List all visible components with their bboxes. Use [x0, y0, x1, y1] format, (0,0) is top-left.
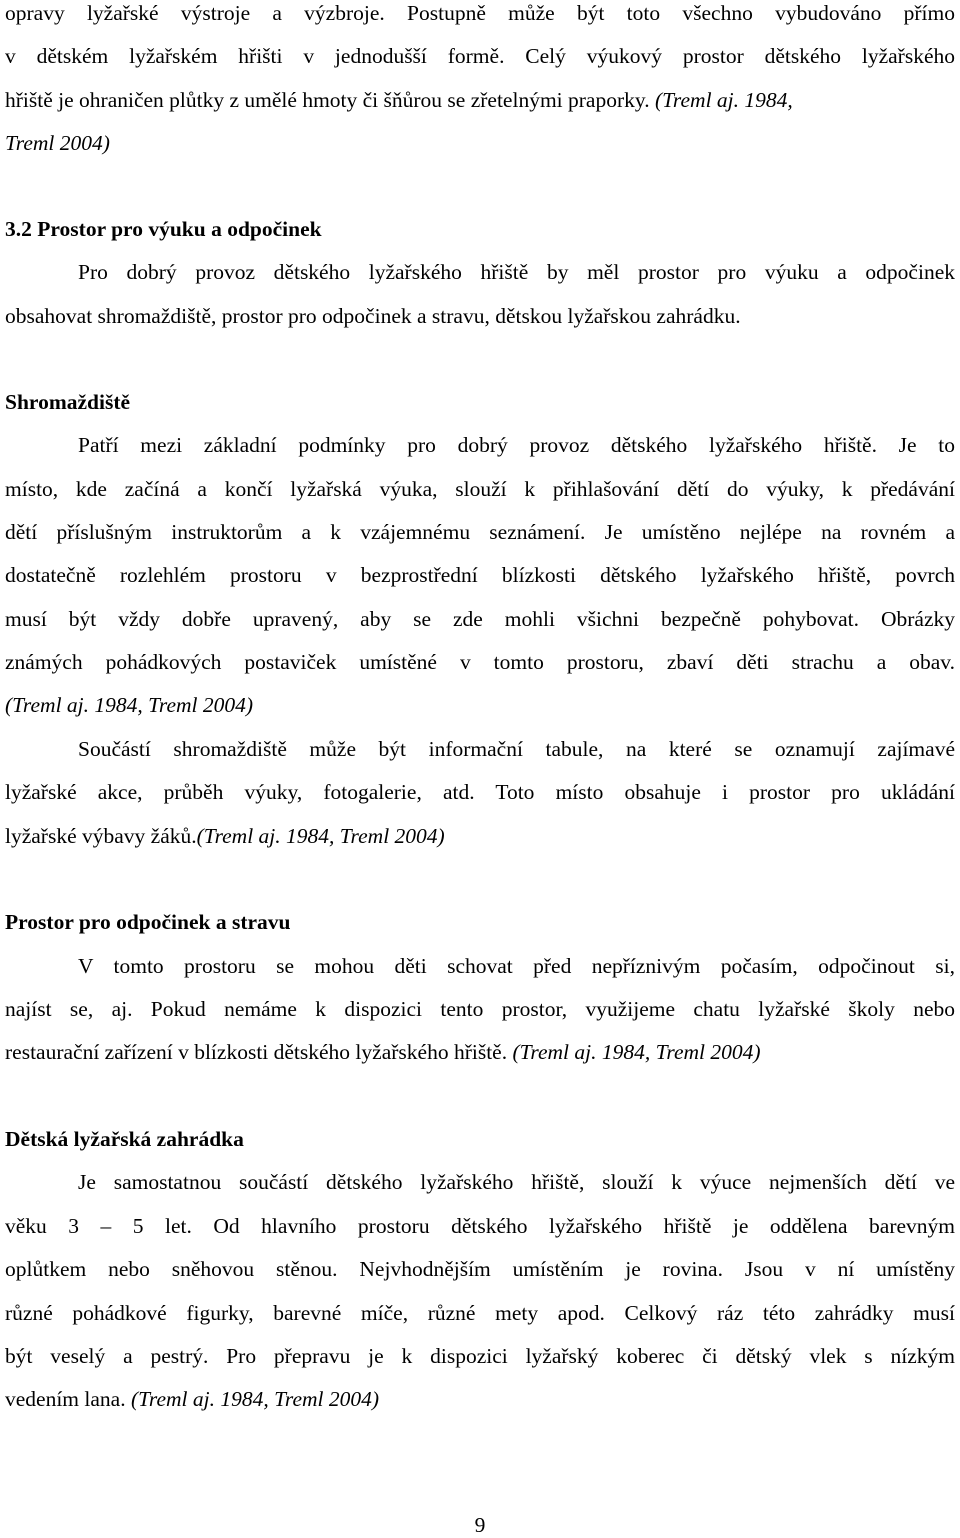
paragraph-line: oplůtkem nebo sněhovou stěnou. Nejvhodnějším umístěním je rovina. Jsou v ní umístěny	[5, 1257, 955, 1281]
paragraph-line	[5, 87, 955, 113]
page-number: 9	[474, 1513, 486, 1537]
paragraph-line: V tomto prostoru se mohou děti schovat před nepříznivým počasím, odpočinout si,	[78, 954, 955, 978]
paragraph-text: hřiště je ohraničen plůtky z umělé hmoty či šňůrou se zřetelnými praporky.	[5, 88, 655, 112]
paragraph-line: musí být vždy dobře upravený, aby se zde mohli všichni bezpečně pohybovat. Obrázky	[5, 607, 955, 631]
citation: (Treml aj. 1984, Treml 2004)	[196, 824, 445, 848]
paragraph-line: v dětském lyžařském hřišti v jednodušší formě. Celý výukový prostor dětského lyžařského	[5, 44, 955, 68]
citation: (Treml aj. 1984,	[655, 88, 793, 112]
paragraph-line: Je samostatnou součástí dětského lyžařského hřiště, slouží k výuce nejmenších dětí ve	[78, 1170, 955, 1194]
paragraph-line: různé pohádkové figurky, barevné míče, různé mety apod. Celkový ráz této zahrádky musí	[5, 1301, 955, 1325]
paragraph-line: být veselý a pestrý. Pro přepravu je k dispozici lyžařský koberec či dětský vlek s nízkým	[5, 1344, 955, 1368]
paragraph-line	[5, 1039, 955, 1065]
citation: Treml 2004)	[5, 131, 110, 155]
paragraph-line: Pro dobrý provoz dětského lyžařského hřiště by měl prostor pro výuku a odpočinek	[78, 260, 955, 284]
subsection-heading: Prostor pro odpočinek a stravu	[5, 910, 291, 934]
paragraph-line: věku 3 – 5 let. Od hlavního prostoru dětského lyžařského hřiště je oddělena barevným	[5, 1214, 955, 1238]
paragraph-line: obsahovat shromaždiště, prostor pro odpočinek a stravu, dětskou lyžařskou zahrádku.	[5, 304, 741, 328]
paragraph-text: restaurační zařízení v blízkosti dětského lyžařského hřiště.	[5, 1040, 513, 1064]
subsection-heading: Shromaždiště	[5, 390, 131, 414]
paragraph-line: Patří mezi základní podmínky pro dobrý provoz dětského lyžařského hřiště. Je to	[78, 433, 955, 457]
citation: (Treml aj. 1984, Treml 2004)	[5, 693, 254, 717]
paragraph-line: najíst se, aj. Pokud nemáme k dispozici tento prostor, využijeme chatu lyžařské školy nebo	[5, 997, 955, 1021]
paragraph-text: lyžařské výbavy žáků.	[5, 824, 197, 848]
citation: (Treml aj. 1984, Treml 2004)	[512, 1040, 761, 1064]
subsection-heading: Dětská lyžařská zahrádka	[5, 1127, 244, 1151]
paragraph-line: dostatečně rozlehlém prostoru v bezprostřední blízkosti dětského lyžařského hřiště, povrch	[5, 563, 955, 587]
paragraph-line: místo, kde začíná a končí lyžařská výuka, slouží k přihlašování dětí do výuky, k předávání	[5, 477, 955, 501]
paragraph-text: vedením lana.	[5, 1387, 131, 1411]
paragraph-line: opravy lyžařské výstroje a výzbroje. Postupně může být toto všechno vybudováno přímo	[5, 1, 955, 25]
paragraph-line: dětí příslušným instruktorům a k vzájemnému seznámení. Je umístěno nejlépe na rovném a	[5, 520, 955, 544]
paragraph-line	[5, 1386, 955, 1412]
paragraph-line	[5, 823, 955, 849]
paragraph-line: lyžařské akce, průběh výuky, fotogalerie, atd. Toto místo obsahuje i prostor pro ukládání	[5, 780, 955, 804]
citation: (Treml aj. 1984, Treml 2004)	[130, 1387, 380, 1411]
paragraph-line: známých pohádkových postaviček umístěné v tomto prostoru, zbaví děti strachu a obav.	[5, 650, 955, 674]
section-heading: 3.2 Prostor pro výuku a odpočinek	[5, 217, 322, 241]
paragraph-line: Součástí shromaždiště může být informační tabule, na které se oznamují zajímavé	[78, 737, 955, 761]
